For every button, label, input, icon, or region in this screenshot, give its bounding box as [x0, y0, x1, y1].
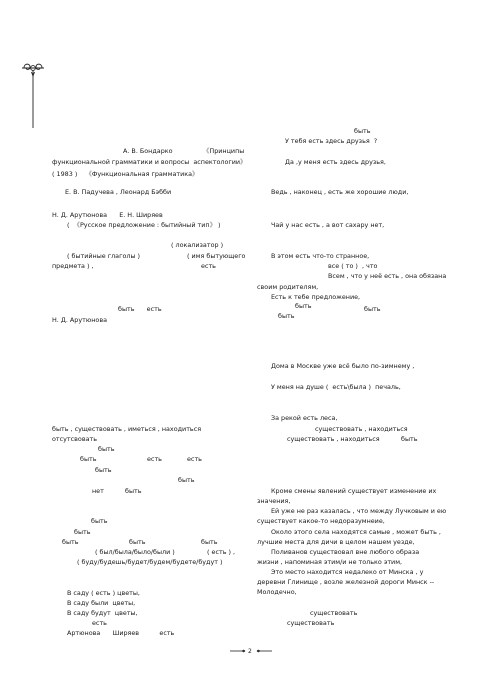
right-text-line: значения,	[257, 497, 291, 505]
right-text-line: быть	[354, 127, 371, 135]
right-text-line: В этом есть что-то странное,	[271, 252, 370, 260]
left-text-line: Е. В. Падучева , Леонард Бэбби	[65, 188, 172, 196]
right-text-line: существовать	[310, 609, 358, 617]
right-text-line: Да ,у меня есть здесь друзья,	[285, 158, 386, 166]
left-text-line: нет	[92, 487, 104, 495]
left-text-line: В саду будут цветы,	[67, 609, 138, 617]
left-text-line: отсутсвовать	[52, 435, 98, 443]
left-text-line: быть есть	[118, 305, 162, 313]
left-text-line: ( был/была/было/были )	[95, 548, 175, 556]
left-text-line: функциональной грамматики и вопросы аспектологии》	[52, 158, 247, 166]
left-text-line: быть	[125, 487, 142, 495]
right-text-line: быть	[278, 312, 295, 320]
left-text-line: предмета ) ,	[52, 262, 94, 270]
right-text-line: Молодечно,	[257, 588, 297, 596]
decorative-ornament-icon	[18, 62, 48, 132]
right-text-line: существует какое-то недоразумнеие,	[257, 517, 385, 525]
right-text-line: Ведь , наконец , есть же хорошие люди,	[271, 188, 409, 196]
left-text-line: быть	[95, 466, 112, 474]
right-text-line: Около этого села находятся самые , может быть ,	[271, 528, 441, 536]
left-text-line: есть	[92, 619, 107, 627]
right-text-line: существовать , находиться	[287, 435, 380, 443]
right-text-line: Всем , что у неё есть , она обязана	[328, 272, 447, 280]
right-text-line: Дома в Москве уже всё было по-зимнему ,	[271, 362, 415, 370]
left-text-line: есть	[187, 455, 202, 463]
left-text-line: есть	[201, 262, 216, 270]
left-text-line: ( есть ) ,	[207, 548, 236, 556]
left-text-line: быть	[74, 528, 91, 536]
left-text-line: быть	[129, 538, 146, 546]
right-text-line: деревни Глинище , возле железной дороги Минск --	[257, 578, 437, 586]
left-text-line: ( буду/будешь/будет/будем/будете/будут )	[77, 558, 223, 566]
right-text-line: жизни , напоминая этим/и не только этим,	[257, 558, 403, 566]
left-text-line: 《Принципы	[203, 147, 245, 155]
page-number: 2	[248, 648, 252, 655]
right-text-line: Поливанов существовал вне любого образа	[271, 548, 420, 556]
left-text-line: быть	[201, 538, 218, 546]
left-text-line: быть	[91, 517, 108, 525]
right-text-line: быть	[364, 305, 381, 313]
right-text-line: Ей уже не раз казалась , что между Лучковым и ею	[271, 507, 447, 515]
left-text-line: ( 《Русское предложение : бытийный тип》 )	[67, 221, 221, 229]
right-text-line: быть	[401, 435, 418, 443]
right-text-line: За рекой есть леса,	[271, 414, 338, 422]
left-text-line: есть	[147, 455, 162, 463]
left-text-line: Н. Д. Арутюнова	[52, 316, 108, 324]
right-text-line: все ( то ) , что	[328, 262, 378, 270]
right-text-line: У тебя есть здесь друзья ?	[285, 137, 378, 145]
right-text-line: существовать , находиться	[315, 425, 408, 433]
left-text-line: быть	[178, 476, 195, 484]
left-text-line: А. В. Бондарко	[123, 147, 173, 155]
left-text-line: Артюнова Ширяев есть	[67, 629, 175, 637]
left-text-line: Н. Д. Арутюнова Е. Н. Ширяев	[52, 211, 163, 219]
left-text-line: ( бытийные глаголы )	[67, 252, 141, 260]
right-text-line: Это место находится недалеко от Минска , у	[271, 568, 424, 576]
right-text-line: существовать	[287, 619, 335, 627]
right-text-line: Кроме смены явлений существует изменение их	[271, 487, 437, 495]
left-text-line: быть	[62, 538, 79, 546]
left-text-line: быть	[80, 455, 97, 463]
left-text-line: быть	[98, 445, 115, 453]
left-text-line: ( 1983 ) 《Функциональная грамматика》	[52, 170, 199, 178]
left-text-line: быть , существовать , иметься , находиться	[52, 425, 202, 433]
right-text-line: лучшие места для дичи в целом нашем уезде,	[257, 538, 415, 546]
left-text-line: ( локализатор )	[171, 241, 224, 249]
right-text-line: Чай у нас есть , а вот сахару нет,	[271, 221, 385, 229]
right-text-line: быть	[295, 302, 312, 310]
left-text-line: В саду ( есть ) цветы,	[67, 589, 140, 597]
left-text-line: В саду были цветы,	[67, 599, 136, 607]
right-text-line: У меня на душе ( есть\была ) печаль,	[271, 383, 401, 391]
left-text-line: ( имя бытующего	[187, 252, 246, 260]
right-text-line: своим родителям,	[257, 283, 319, 291]
right-text-line: Есть к тебе предложение,	[271, 293, 361, 301]
